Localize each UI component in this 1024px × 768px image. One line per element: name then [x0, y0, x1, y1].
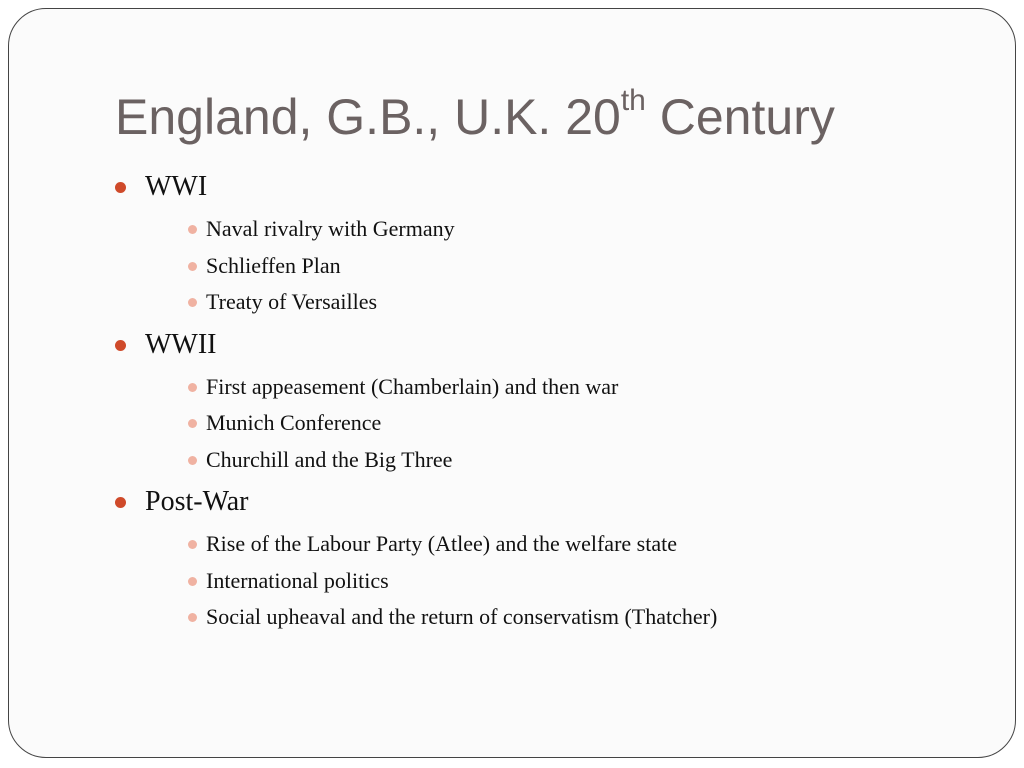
bullet-list — [113, 169, 993, 642]
sub-bullet-dot-icon — [188, 540, 197, 549]
title-superscript: th — [620, 84, 646, 118]
sub-bullet-item — [113, 599, 993, 636]
sub-bullet-label: Schlieffen Plan — [206, 252, 341, 278]
sub-bullet-item — [113, 442, 993, 479]
title-end: Century — [645, 89, 835, 145]
sub-bullet-list — [113, 211, 993, 321]
sub-bullet-list — [113, 369, 993, 479]
section-heading-post-war — [113, 484, 993, 520]
sub-bullet-dot-icon — [188, 383, 197, 392]
section-heading-wwi — [113, 169, 993, 205]
sub-bullet-item — [113, 211, 993, 248]
sub-bullet-item — [113, 526, 993, 563]
bullet-dot-icon — [115, 340, 126, 351]
sub-bullet-label: Munich Conference — [206, 410, 382, 435]
section-heading-wwii — [113, 327, 993, 363]
section-heading-label: Post-War — [145, 486, 249, 517]
sub-bullet-label: Rise of the Labour Party (Atlee) and the welfare state — [206, 531, 677, 556]
sub-bullet-dot-icon — [188, 577, 197, 586]
sub-bullet-label: Social upheaval and the return of conservatism (Thatcher) — [206, 604, 718, 629]
sub-bullet-label: First appeasement (Chamberlain) and then war — [206, 373, 619, 399]
sub-bullet-item — [113, 563, 993, 600]
sub-bullet-label: Treaty of Versailles — [206, 289, 378, 314]
sub-bullet-label: Naval rivalry with Germany — [206, 216, 455, 241]
section-heading-label: WWI — [145, 171, 208, 202]
sub-bullet-dot-icon — [188, 456, 197, 465]
sub-bullet-list — [113, 526, 993, 636]
sub-bullet-item — [113, 248, 993, 285]
sub-bullet-label: Churchill and the Big Three — [206, 446, 453, 472]
sub-bullet-dot-icon — [188, 225, 197, 234]
sub-bullet-label: International politics — [206, 567, 389, 593]
slide-frame — [8, 8, 1016, 758]
sub-bullet-item — [113, 405, 993, 442]
sub-bullet-dot-icon — [188, 419, 197, 428]
bullet-dot-icon — [115, 497, 126, 508]
sub-bullet-dot-icon — [188, 262, 197, 271]
sub-bullet-item — [113, 284, 993, 321]
sub-bullet-dot-icon — [188, 298, 197, 307]
slide-title — [115, 84, 835, 147]
bullet-dot-icon — [115, 182, 126, 193]
title-main: England, G.B., U.K. 20 — [115, 89, 621, 145]
section-heading-label: WWII — [145, 328, 217, 360]
sub-bullet-item — [113, 369, 993, 406]
sub-bullet-dot-icon — [188, 613, 197, 622]
